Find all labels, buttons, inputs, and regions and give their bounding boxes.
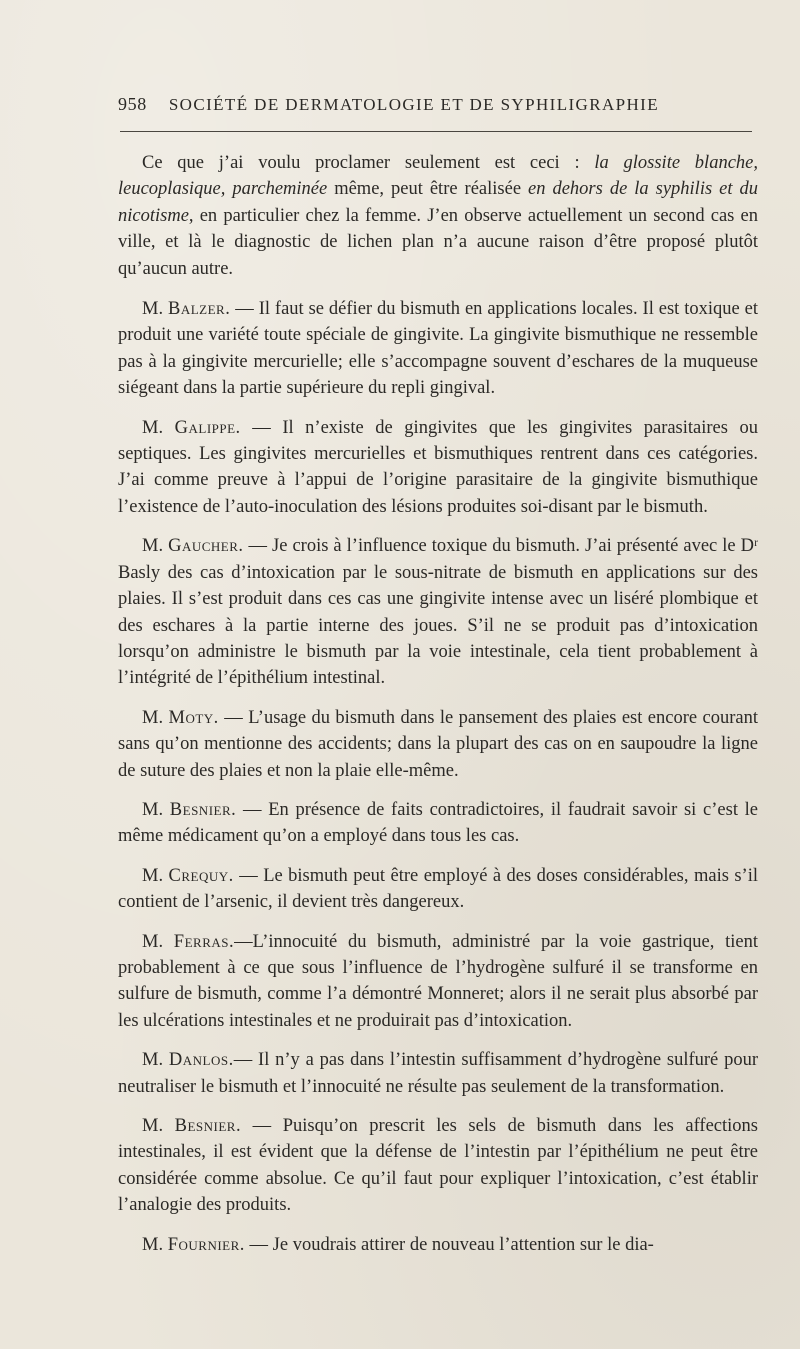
paragraph-text: Je crois à l’influence toxique du bismuth. J’ai présenté avec le Dʳ Basly des cas d’intoxication par le sous-nitrate de bismuth en applications sur des plaies. Il s’est produit dans ces cas une gingivite intense avec un liséré plombique et des eschares à la partie interne des joues. S’il ne se produit pas d’intoxication lorsqu’on administre le bismuth par la voie intestinale, cela tient probablement à l’intégrité de l’épithélium intestinal.	[118, 536, 759, 689]
paragraph-text: L’innocuité du bismuth, administré par la voie gastrique, tient probablement à ce que sous l’influence de l’hydrogène sulfuré il se transforme en sulfure de bismuth, comme l’a démontré Monneret; alors il ne serait plus absorbé par les ulcérations intestinales et ne produirait pas d’intoxication.	[118, 931, 758, 1031]
paragraph-gaucher	[118, 533, 758, 691]
speaker-name: Danlos.	[168, 1050, 234, 1071]
speaker-dash: —	[241, 1116, 283, 1136]
paragraph-crequy	[118, 863, 758, 916]
intro-text-3: , en particulier chez la femme. J’en observe actuellement un second cas en ville, et là le diagnostic de lichen plan n’a aucune raison d’être proposé plutôt qu’aucun autre.	[118, 205, 758, 279]
speaker-prefix: M.	[142, 707, 169, 728]
paragraph-text: Le bismuth peut être employé à des doses considérables, mais s’il contient de l’arsenic, il devient très dangereux.	[118, 865, 758, 913]
intro-italic-2: en dehors de la syphilis et du nicotisme	[118, 179, 758, 226]
speaker-dash: —	[233, 865, 264, 886]
paragraph-balzer	[118, 296, 758, 402]
speaker-prefix: M.	[142, 865, 169, 886]
intro-text-2: même, peut être réalisée	[327, 179, 529, 200]
paragraph-besnier-2	[118, 1113, 758, 1219]
speaker-name: Besnier.	[174, 1116, 242, 1136]
speaker-prefix: M.	[142, 417, 175, 438]
speaker-name: Gaucher.	[168, 536, 244, 557]
speaker-dash: —	[240, 417, 283, 438]
speaker-prefix: M.	[142, 1116, 175, 1136]
paragraph-ferras	[118, 929, 758, 1035]
article-body	[118, 150, 758, 1271]
paragraph-text: Il n’y a pas dans l’intestin suffisamment d’hydrogène sulfuré pour neutraliser le bismuth et l’innocuité ne résulte pas seulement de la transformation.	[118, 1050, 758, 1097]
speaker-name: Ferras.	[173, 931, 235, 952]
speaker-prefix: M.	[142, 799, 170, 820]
paragraph-text: Il faut se défier du bismuth en applications locales. Il est toxique et produit une variété toute spéciale de gingivite. La gingivite bismuthique ne ressemble pas à la gingivite mercurielle; elle s’accompagne souvent d’eschares de la muqueuse siégeant dans la partie supérieure du repli gingival.	[118, 299, 759, 399]
paragraph-text: En présence de faits contradictoires, il faudrait savoir si c’est le même médicament qu’on a employé dans tous les cas.	[118, 799, 759, 847]
speaker-dash: —	[230, 299, 259, 320]
paragraph-danlos	[118, 1047, 758, 1100]
speaker-dash: —	[233, 1050, 259, 1071]
speaker-prefix: M.	[142, 299, 168, 320]
paragraph-galippe	[118, 415, 758, 521]
header-rule	[120, 131, 752, 132]
speaker-dash: —	[236, 799, 269, 820]
speaker-prefix: M.	[142, 931, 174, 952]
speaker-dash: —	[244, 1234, 273, 1255]
speaker-name: Fournier.	[167, 1234, 245, 1255]
paragraph-text: L’usage du bismuth dans le pansement des plaies est encore courant sans qu’on mentionne des accidents; dans la plupart des cas on en saupoudre la ligne de suture des plaies et non la plaie elle-même.	[118, 707, 759, 781]
speaker-prefix: M.	[142, 1234, 168, 1255]
speaker-name: Moty.	[168, 707, 219, 728]
page-number: 958	[118, 94, 147, 114]
paragraph-besnier-1	[118, 797, 758, 850]
paragraph-moty	[118, 705, 758, 784]
speaker-dash: —	[218, 707, 249, 728]
intro-text-1: Ce que j’ai voulu proclamer seulement est ceci :	[142, 153, 595, 173]
intro-paragraph	[118, 150, 758, 282]
running-header	[118, 94, 758, 115]
speaker-name: Balzer.	[168, 299, 231, 320]
paragraph-fournier	[118, 1232, 758, 1258]
paragraph-text: Il n’existe de gingivites que les gingivites parasitaires ou septiques. Les gingivites mercurielles et bismuthiques rentrent dans ces catégories. J’ai comme preuve à l’appui de l’origine parasitaire de la gingivite bismuthique l’existence de l’auto-inoculation des lésions produites soi-disant par le bismuth.	[118, 417, 759, 517]
running-title: SOCIÉTÉ DE DERMATOLOGIE ET DE SYPHILIGRAPHIE	[168, 95, 660, 114]
speaker-dash: —	[234, 931, 253, 952]
intro-italic-1: la glossite blanche, leucoplasique, parcheminée	[118, 153, 758, 200]
paragraph-text: Puisqu’on prescrit les sels de bismuth dans les affections intestinales, il est évident que la défense de l’intestin par l’épithélium ne peut être considérée comme absolue. Ce qu’il faut pour expliquer l’intoxication, c’est établir l’analogie des produits.	[118, 1116, 758, 1216]
speaker-prefix: M.	[142, 1050, 169, 1071]
speaker-name: Crequy.	[168, 865, 234, 886]
speaker-name: Galippe.	[174, 417, 241, 438]
speaker-dash: —	[243, 536, 273, 557]
speaker-prefix: M.	[142, 536, 169, 557]
speaker-name: Besnier.	[169, 799, 237, 820]
paragraph-text: Je voudrais attirer de nouveau l’attention sur le dia-	[272, 1234, 654, 1255]
